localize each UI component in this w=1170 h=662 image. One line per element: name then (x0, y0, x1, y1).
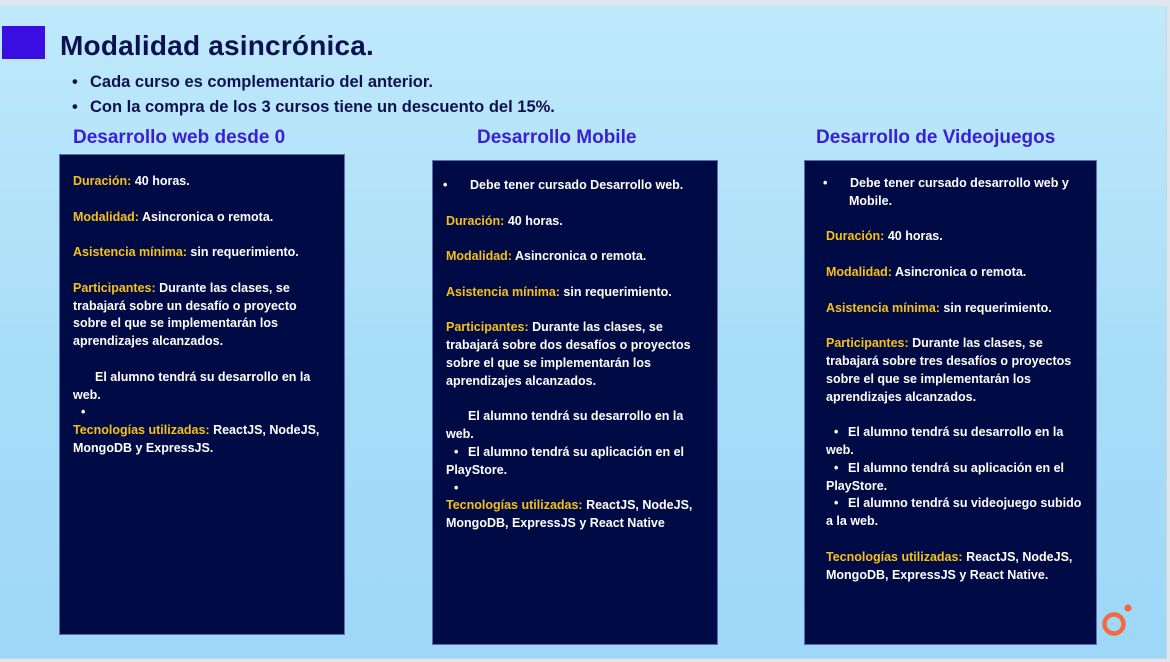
accent-square (2, 26, 45, 59)
modalidad-label: Modalidad: (73, 209, 139, 224)
tecnologias-label: Tecnologías utilizadas: (446, 498, 583, 513)
modalidad-value: Asincronica o remota. (138, 209, 274, 224)
intro-item: • Cada curso es complementario del anterior. (72, 70, 555, 95)
tecnologias-value: ReactJS, NodeJS, MongoDB, ExpressJS y React Native. (826, 549, 1073, 582)
course-details (73, 173, 334, 458)
asistencia-label: Asistencia mínima: (73, 245, 187, 260)
logo-ring (1105, 615, 1124, 634)
alumno-web-text: El alumno tendrá su desarrollo en la web. (73, 369, 311, 402)
alumno-web-text: El alumno tendrá su desarrollo en la web. (826, 425, 1064, 457)
asistencia-label: Asistencia mínima: (446, 284, 560, 299)
tecnologias-value: ReactJS, NodeJS, MongoDB, ExpressJS y React Native (446, 498, 693, 531)
participantes-label: Participantes: (73, 280, 156, 295)
course-card-videojuegos (804, 160, 1097, 645)
alumno-app-text: El alumno tendrá su aplicación en el PlayStore. (446, 444, 685, 477)
modalidad-label: Modalidad: (826, 264, 892, 279)
empty-bullet: • (454, 480, 459, 495)
participantes-label: Participantes: (826, 336, 909, 351)
slide (0, 6, 1167, 659)
asistencia-value: sin requerimiento. (559, 284, 672, 299)
course-heading-mobile: Desarrollo Mobile (477, 127, 637, 148)
duracion-label: Duración: (73, 174, 132, 188)
duracion-value: 40 horas. (884, 229, 943, 244)
duracion-label: Duración: (446, 213, 505, 228)
modalidad-value: Asincronica o remota. (891, 264, 1027, 279)
course-card-web (59, 154, 345, 635)
modalidad-value: Asincronica o remota. (511, 249, 647, 264)
requisito-text: Debe tener cursado Desarrollo web. (470, 178, 684, 192)
duracion-value: 40 horas. (504, 213, 563, 228)
brand-logo-icon (1100, 602, 1144, 642)
course-details: • Debe tener cursado desarrollo web y Mobile. Duración: 40 horas. Modalidad: Asincronica o remota. Asistencia mínima: sin requerimiento. Participantes: Durante las clases, se trabajará sobre tres desafíos o proyectos sobre el que se implementarán los aprendizajes alcanzados. • El alumno tendrá su desarrollo en la web. • El alumno tendrá su aplicación en el PlayStore. • El alumno tendrá su videojuego subido a la web. Tecnologías utilizadas: ReactJS, NodeJS, MongoDB, ExpressJS y React Native. (823, 176, 1082, 582)
alumno-web-text: El alumno tendrá su desarrollo en la web. (446, 409, 684, 442)
duracion-value: 40 horas. (131, 174, 190, 188)
asistencia-label: Asistencia mínima: (826, 300, 940, 315)
course-heading-web: Desarrollo web desde 0 (73, 127, 286, 148)
participantes-value: Durante las clases, se trabajará sobre un desafío o proyecto sobre el que se implementarán los aprendizajes alcanzados. (73, 280, 297, 349)
participantes-value: Durante las clases, se trabajará sobre dos desafíos o proyectos sobre el que se implementarán los aprendizajes alcanzados. (446, 320, 691, 388)
duracion-label: Duración: (826, 229, 885, 244)
logo-dot (1124, 604, 1131, 611)
course-card-mobile (432, 160, 718, 645)
intro-item: • Con la compra de los 3 cursos tiene un descuento del 15%. (72, 95, 555, 120)
participantes-value: Durante las clases, se trabajará sobre tres desafíos o proyectos sobre el que se implementarán los aprendizajes alcanzados. (826, 336, 1072, 404)
alumno-juego-text: El alumno tendrá su videojuego subido a la web. (826, 496, 1082, 529)
alumno-app-text: El alumno tendrá su aplicación en el PlayStore. (826, 460, 1065, 493)
requisito-text: Debe tener cursado desarrollo web y Mobile. (849, 176, 1069, 208)
page-title: Modalidad asincrónica. (60, 30, 375, 61)
course-heading-videojuegos: Desarrollo de Videojuegos (816, 127, 1056, 148)
tecnologias-label: Tecnologías utilizadas: (826, 549, 963, 564)
intro-list (72, 70, 555, 120)
asistencia-value: sin requerimiento. (186, 245, 299, 260)
asistencia-value: sin requerimiento. (939, 300, 1052, 315)
modalidad-label: Modalidad: (446, 249, 512, 264)
participantes-label: Participantes: (446, 320, 529, 335)
tecnologias-value: ReactJS, NodeJS, MongoDB y ExpressJS. (73, 423, 320, 455)
tecnologias-label: Tecnologías utilizadas: (73, 423, 210, 438)
course-details: • Debe tener cursado Desarrollo web. Duración: 40 horas. Modalidad: Asincronica o remota. Asistencia mínima: sin requerimiento. Participantes: Durante las clases, se trabajará sobre dos desafíos o proyectos sobre el que se implementarán los aprendizajes alcanzados. El alumno tendrá su desarrollo en la web. • El alumno tendrá su aplicación en el PlayStore. • Tecnologías utilizadas: ReactJS, NodeJS, MongoDB, ExpressJS y React Native (446, 177, 707, 533)
empty-bullet: • (81, 405, 86, 420)
